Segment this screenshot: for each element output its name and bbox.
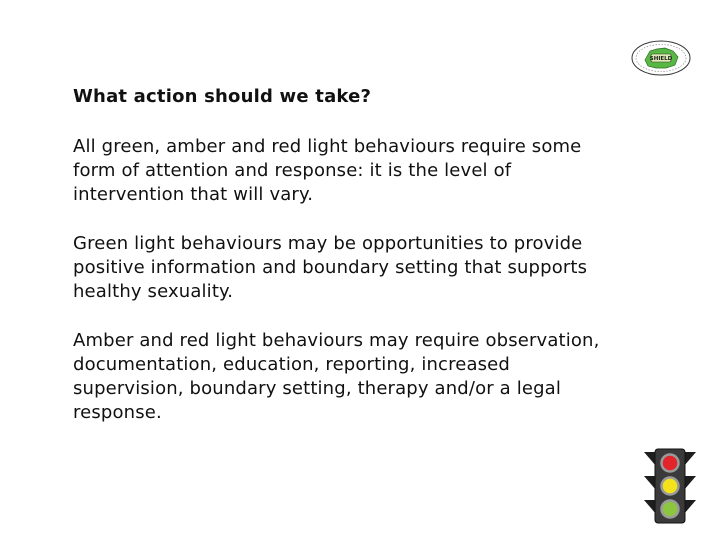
logo-badge-text: SHIELD — [649, 56, 673, 63]
traffic-light-bracket-right-bottom — [684, 500, 696, 514]
traffic-light-bracket-left-top — [644, 452, 656, 466]
traffic-light-bracket-left-bottom — [644, 500, 656, 514]
slide-content — [73, 84, 673, 425]
traffic-light-bracket-right-mid — [684, 476, 696, 490]
paragraph-attention: All green, amber and red light behaviours require some form of attention and response: it is the level of intervention that will vary. — [73, 136, 582, 205]
traffic-light-bracket-right-top — [684, 452, 696, 466]
traffic-light-bracket-left-mid — [644, 476, 656, 490]
red-light-icon — [662, 455, 679, 472]
traffic-light-icon — [642, 448, 698, 524]
slide-heading: What action should we take? — [73, 86, 372, 107]
paragraph-amber-red-light: Amber and red light behaviours may require observation, documentation, education, reporting, increased supervision, boundary setting, therapy and/or a legal response. — [73, 330, 600, 423]
amber-light-icon — [662, 478, 679, 495]
paragraph-green-light: Green light behaviours may be opportunities to provide positive information and boundary setting that supports healthy sexuality. — [73, 233, 588, 302]
green-light-icon — [662, 501, 679, 518]
shield-logo-icon — [630, 39, 692, 77]
